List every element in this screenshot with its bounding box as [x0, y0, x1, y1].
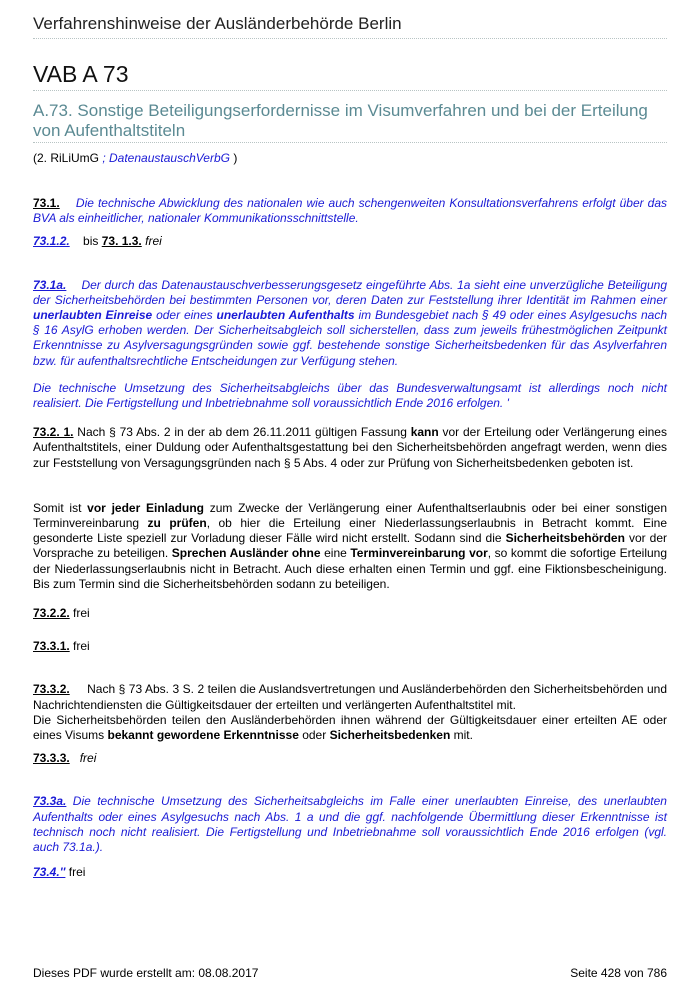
paragraph-73-1 — [33, 196, 667, 226]
paragraph-text: , so kommt die sofortige Erteilung der Niederlassungserlaubnis nicht in Betracht. Auch diese erhalten einen Termin und ggf. eine Fiktionsbescheinigung. Bis zum Termin sind die Sicherheitsbehörden sodann zu beteiligen. — [33, 546, 667, 591]
paragraph-73-2-1 — [33, 425, 667, 471]
paragraph-73-1-2 — [33, 234, 667, 249]
page-content — [33, 0, 667, 881]
section-title-line2: von Aufenthaltstiteln — [33, 121, 186, 140]
frei-text: frei — [145, 234, 162, 249]
paragraph-73-4 — [33, 865, 667, 880]
paragraph-text: , ob hier die Erteilung einer Niederlassungserlaubnis in Betracht kommt. Eine gesonderte Liste speziell zur Vorladung dieser Fälle wird nicht erstellt. Sodann sind die — [33, 516, 667, 546]
paragraph-somit — [33, 501, 667, 592]
footer-created-date: Dieses PDF wurde erstellt am: 08.08.2017 — [33, 966, 259, 980]
paragraph-73-3-2 — [33, 682, 667, 743]
paragraph-73-1a — [33, 278, 667, 369]
frei-text: frei — [69, 606, 90, 621]
frei-text: frei — [65, 865, 86, 880]
paragraph-73-1a-note: Die technische Umsetzung des Sicherheitsabgleichs über das Bundesverwaltungsamt ist allerdings noch nicht realisiert. Die Fertigstellung und Inbetriebnahme soll voraussichtlich Ende 2016 erfolgen. ' — [33, 380, 667, 411]
paragraph-text: vor der Vorsprache zu beteiligen. — [33, 531, 667, 561]
paragraph-number-link[interactable]: 73.1.2. — [33, 234, 70, 249]
paragraph-number: 73.3.3. — [33, 751, 70, 766]
header-divider — [33, 38, 667, 39]
paragraph-text: oder — [298, 728, 330, 743]
bold-term: zu prüfen — [147, 516, 207, 531]
paragraph-text: Nach § 73 Abs. 2 in der ab dem 26.11.2011 gültigen Fassung — [73, 425, 411, 440]
document-header: Verfahrenshinweise der Ausländerbehörde Berlin — [33, 14, 402, 33]
paragraph-text: mit. — [450, 728, 473, 743]
frei-text: frei — [69, 639, 90, 654]
bold-term: Sicherheitsbedenken — [329, 728, 451, 743]
paragraph-number: 73.1. — [33, 196, 60, 210]
paragraph-text: Die technische Abwicklung des nationalen wie auch schengenweiten Konsultationsverfahrens erfolgt über das BVA als einheitlicher, nationaler Kommunikationsschnittstelle. — [33, 196, 668, 226]
reference-link[interactable]: ; DatenaustauschVerbG — [102, 151, 230, 165]
paragraph-number-link[interactable]: 73.3a. — [33, 794, 67, 809]
footer-page-number: Seite 428 von 786 — [570, 966, 667, 980]
bold-term: kann — [410, 425, 439, 440]
paragraph-73-2-2 — [33, 606, 667, 621]
paragraph-text: Nach § 73 Abs. 3 S. 2 teilen die Auslandsvertretungen und Ausländerbehörden den Sicherheitsbehörden und Nachrichtendiensten die Gültigkeitsdauer der erteilten und verlängerten Aufenthaltstitel mit. — [33, 682, 667, 712]
title-divider — [33, 90, 667, 91]
bold-term: vor jeder Einladung — [87, 500, 204, 515]
paragraph-number-link[interactable]: 73.4.'' — [33, 865, 66, 880]
paragraph-number: 73.3.2. — [33, 682, 70, 697]
paragraph-number-link[interactable]: 73.1a. — [33, 277, 67, 292]
paragraph-text: oder eines — [156, 308, 213, 323]
section-title — [33, 101, 667, 141]
bold-term: Terminvereinbarung vor — [350, 546, 488, 561]
section-title-line1: A.73. Sonstige Beteiligungserfordernisse im Visumverfahren und bei der Erteilung — [33, 101, 648, 120]
paragraph-number: 73.3.1. — [33, 639, 70, 654]
paragraph-text: zum Zwecke der Verlängerung einer Aufenthaltserlaubnis oder bei einer sonstigen Terminvereinbarung — [33, 500, 667, 531]
paragraph-73-3-1 — [33, 639, 667, 654]
paragraph-text: Der durch das Datenaustauschverbesserungsgesetz eingeführte Abs. 1a sieht eine unverzügliche Beteiligung der Sicherheitsbehörden bei bestimmten Personen vor, deren Daten zur Feststellung ihrer Identität im Rahmen einer — [33, 277, 667, 307]
reference-prefix: (2. RiLiUmG — [33, 151, 103, 165]
paragraph-text: Die technische Umsetzung des Sicherheitsabgleichs im Falle einer unerlaubten Einreise, des unerlaubten Aufenthalts oder eines Asylgesuchs nach Abs. 1 a und die ggf. nachfolgende Übermittlung dieser Erkenntnisse ist technisch noch nicht realisiert. Die Fertigstellung und Inbetriebnahme soll voraussichtlich Ende 2016 erfolgen (vgl. auch 73.1a.). — [33, 794, 667, 855]
paragraph-number: 73. 1.3. — [101, 234, 142, 249]
frei-text: frei — [79, 751, 97, 766]
paragraph-text: im Bundesgebiet nach § 49 oder eines Asylgesuchs nach § 16 AsylG erhoben werden. Der Sicherheitsabgleich soll sicherstellen, dass zum jeweils frühestmöglichen Zeitpunkt Erkenntnisse zu Asylversagungsgründen sowie ggf. bestehende sonstige Sicherheitsbedenken für das Asylverfahren bzw. für aufenthaltsrechtliche Entscheidungen zur Verfügung stehen. — [33, 308, 667, 368]
bis-text: bis — [83, 234, 99, 249]
paragraph-text: Somit ist — [33, 500, 88, 515]
bold-term: unerlaubten Einreise — [33, 308, 153, 323]
reference-line — [33, 151, 667, 166]
bold-term: unerlaubten Aufenthalts — [216, 308, 355, 323]
paragraph-text: vor der Erteilung oder Verlängerung eines Aufenthaltstitels, einer Duldung oder Aufenthaltsgestattung bei den Sicherheitsbehörden angefragt werden, wenn dies zur Feststellung von Versagungsgründen nach § 5 Abs. 4 oder zur Prüfung von Sicherheitsbedenken geboten ist. — [33, 425, 667, 470]
section-divider — [33, 142, 667, 143]
reference-suffix: ) — [229, 151, 238, 165]
paragraph-number: 73.2. 1. — [33, 425, 74, 440]
bold-term: Sicherheitsbehörden — [505, 531, 625, 546]
bold-term: bekannt gewordene Erkenntnisse — [107, 728, 299, 743]
bold-term: Sprechen Ausländer ohne — [171, 546, 321, 561]
paragraph-73-3a — [33, 794, 667, 855]
paragraph-number: 73.2.2. — [33, 606, 70, 621]
paragraph-text: Die Sicherheitsbehörden teilen den Ausländerbehörden ihnen während der Gültigkeitsdauer einer erteilten AE oder eines Visums — [33, 712, 667, 743]
paragraph-text: eine — [320, 546, 351, 561]
paragraph-73-3-3 — [33, 751, 667, 766]
page-title: VAB A 73 — [33, 61, 129, 87]
